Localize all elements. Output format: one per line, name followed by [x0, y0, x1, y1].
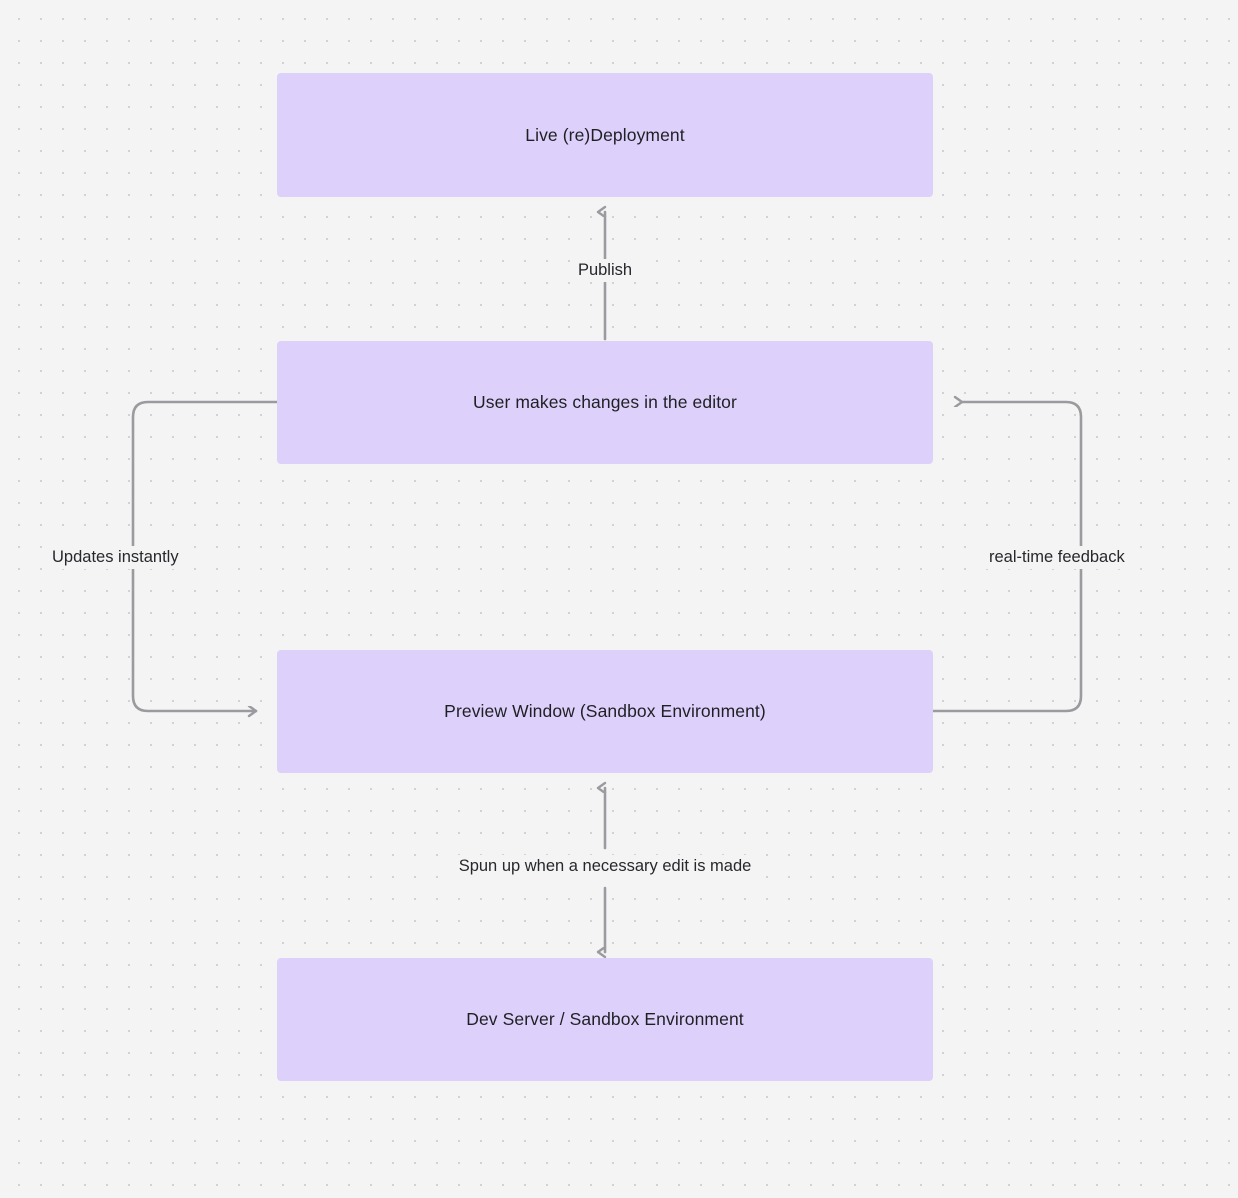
- node-live-redeployment[interactable]: [277, 73, 933, 197]
- node-label: Preview Window (Sandbox Environment): [444, 701, 766, 721]
- node-user-makes-changes[interactable]: [277, 341, 933, 464]
- edge-label-spun-up: Spun up when a necessary edit is made: [454, 855, 757, 878]
- node-dev-server[interactable]: [277, 958, 933, 1081]
- edge-label-real-time-feedback: real-time feedback: [984, 546, 1130, 569]
- node-label: User makes changes in the editor: [473, 392, 737, 412]
- edge-label-updates-instantly: Updates instantly: [47, 546, 184, 569]
- node-label: Live (re)Deployment: [525, 124, 685, 145]
- node-label: Dev Server / Sandbox Environment: [466, 1009, 744, 1029]
- edge-label-publish: Publish: [573, 259, 637, 282]
- node-preview-window[interactable]: [277, 650, 933, 773]
